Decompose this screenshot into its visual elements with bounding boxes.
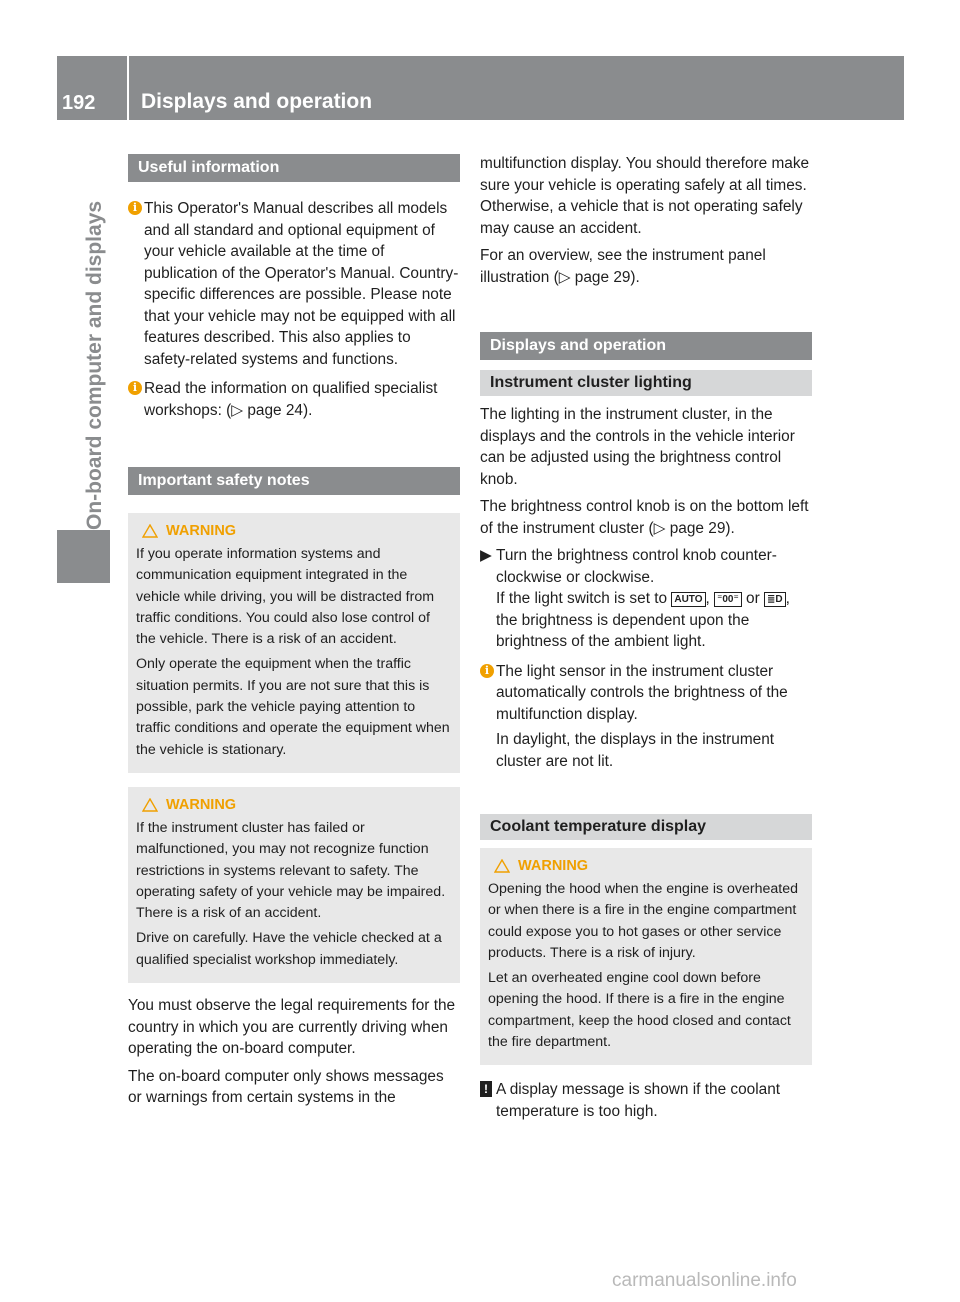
warning-text: If the instrument cluster has failed or malfunctioned, you may not recognize function restrictions in systems relevant to safety. The operating safety of your vehicle may be impaired. There is a risk of an accident. <box>136 819 446 922</box>
info-note-text: This Operator's Manual describes all models and all standard and optional equipment of your vehicle available at the time of publication of the Operator's Manual. Country-specific differences are possible. Please note that your vehicle may not be equipped with all features described. This also applies to safety-related systems and functions. <box>144 200 459 368</box>
low-beam-symbol-icon: ≣D <box>764 592 786 607</box>
body-paragraph: You must observe the legal requirements for the country in which you are currently driving when operating the on-board computer. <box>128 997 456 1058</box>
warning-title: WARNING <box>136 797 452 813</box>
warning-title: WARNING <box>488 858 804 874</box>
warning-text: Opening the hood when the engine is overheated or when there is a fire in the engine compartment could expose you to hot gases or other service products. There is a risk of injury. <box>488 881 798 961</box>
instruction-step: ▶ Turn the brightness control knob counter-clockwise or clockwise. If the light switch is set to AUTO , ⁼00⁼ or ≣D , the brightness is dependent upon the brightness of the ambient light. <box>480 547 790 650</box>
side-tab-marker <box>57 530 110 583</box>
body-paragraph: For an overview, see the instrument panel illustration (▷ page 29). <box>480 247 766 286</box>
body-paragraph: The lighting in the instrument cluster, in the displays and the controls in the vehicle interior can be adjusted using the brightness control knob. <box>480 406 795 488</box>
info-note-text: Read the information on qualified specialist workshops: (▷ page 24). <box>144 380 438 419</box>
warning-text: Only operate the equipment when the traffic situation permits. If you are not sure that this is possible, park the vehicle paying attention to traffic conditions and operate the equipment when the vehicle is stationary. <box>136 656 450 758</box>
side-tab-label: On-board computer and displays <box>83 200 106 530</box>
warning-text: Drive on carefully. Have the vehicle checked at a qualified specialist workshop immediately. <box>136 930 442 968</box>
info-note <box>128 198 460 370</box>
warning-box <box>128 513 460 773</box>
caution-icon: ! <box>480 1081 492 1097</box>
side-tab <box>57 120 110 530</box>
warning-text: Let an overheated engine cool down before opening the hood. If there is a fire in the engine compartment, keep the hood closed and contact the fire department. <box>488 970 791 1051</box>
info-note <box>128 378 460 421</box>
parking-light-symbol-icon: ⁼00⁼ <box>714 592 742 607</box>
info-icon: i <box>128 381 142 395</box>
coolant-heading: Coolant temperature display <box>480 814 812 840</box>
warning-icon <box>142 798 158 812</box>
info-note-text: In daylight, the displays in the instrument cluster are not lit. <box>496 731 775 770</box>
auto-light-symbol-icon: AUTO <box>671 592 705 607</box>
caution-text: A display message is shown if the coolant temperature is too high. <box>496 1081 781 1120</box>
body-paragraph: multifunction display. You should therefore make sure your vehicle is operating safely at all times. Otherwise, a vehicle that is not operating safely may cause an accident. <box>480 155 810 237</box>
body-paragraph: The on-board computer only shows messages or warnings from certain systems in the <box>128 1067 444 1107</box>
warning-box <box>128 787 460 983</box>
info-icon: i <box>128 201 142 215</box>
info-note-text: The light sensor in the instrument cluster automatically controls the brightness of the multifunction display. <box>496 662 788 723</box>
watermark: carmanualsonline.info <box>612 1270 797 1291</box>
body-paragraph: The brightness control knob is on the bottom left of the instrument cluster (▷ page 29). <box>480 498 809 537</box>
warning-icon <box>142 524 158 538</box>
safety-notes-heading: Important safety notes <box>128 467 460 495</box>
warning-box <box>480 848 812 1065</box>
header-divider <box>127 56 129 120</box>
useful-info-heading: Useful information <box>128 154 460 182</box>
warning-text: If you operate information systems and communication equipment integrated in the vehicle while driving, you will be distracted from traffic conditions. You could also lose control of the vehicle. There is a risk of an accident. <box>136 546 435 648</box>
info-icon: i <box>480 664 494 678</box>
warning-icon <box>494 859 510 873</box>
step-arrow-icon: ▶ <box>480 547 492 564</box>
caution-note <box>480 1079 812 1122</box>
lighting-heading: Instrument cluster lighting <box>480 370 812 396</box>
page-title: Displays and operation <box>141 90 373 113</box>
page-number: 192 <box>62 92 96 114</box>
displays-heading: Displays and operation <box>480 332 812 360</box>
right-column <box>480 153 812 1130</box>
left-column <box>128 150 460 1115</box>
info-note <box>480 661 812 773</box>
warning-title: WARNING <box>136 523 452 539</box>
